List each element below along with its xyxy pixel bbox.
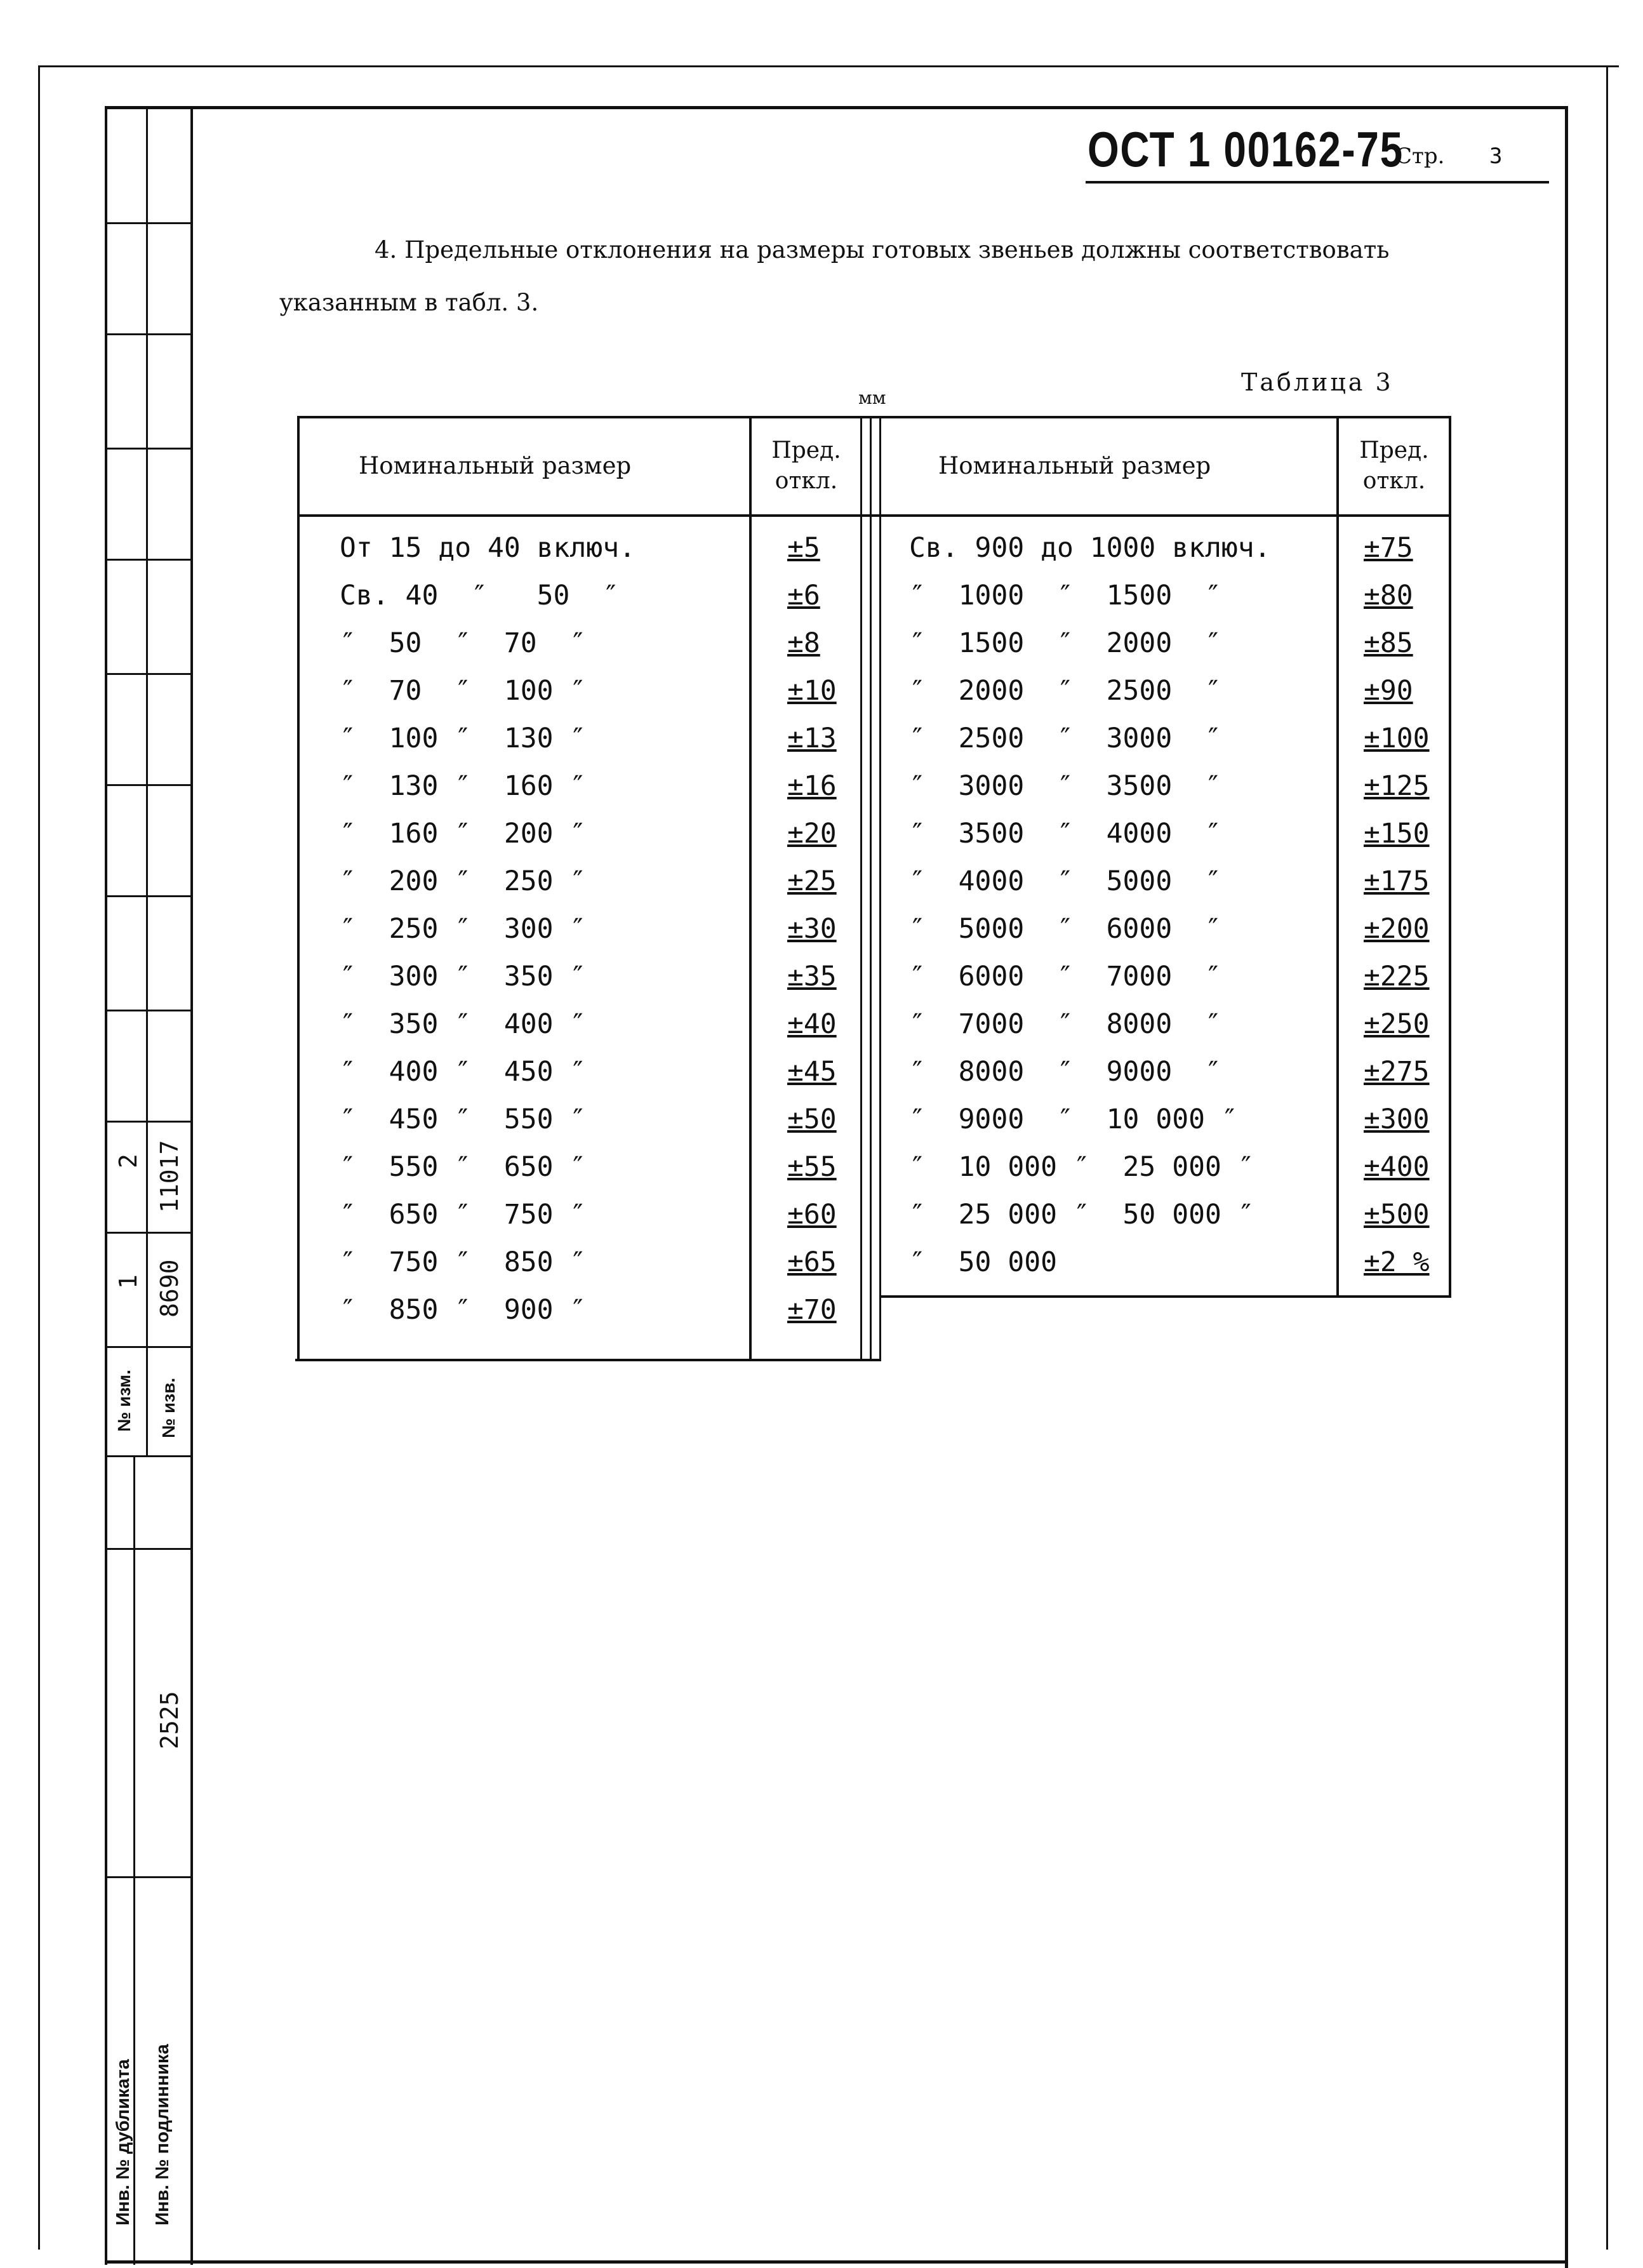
stamp-line — [105, 1121, 190, 1123]
right-deviation: ±90 — [1364, 675, 1413, 707]
right-size: ″ 2500 ″ 3000 ″ — [909, 723, 1221, 754]
right-header-dev — [1340, 436, 1449, 497]
right-deviation: ±250 — [1364, 1008, 1430, 1040]
left-table-col-sep — [749, 416, 752, 1361]
inner-frame-bottom — [105, 2260, 1568, 2264]
right-size: ″ 4000 ″ 5000 ″ — [909, 865, 1221, 897]
stamp-inv-dubl-label: Инв. № дубликата — [113, 2059, 133, 2225]
stamp-izv-label: № изв. — [159, 1377, 178, 1438]
right-size: ″ 8000 ″ 9000 ″ — [909, 1056, 1221, 1088]
left-deviation: ±20 — [787, 818, 837, 850]
stamp-line — [105, 895, 190, 897]
left-header-dev-line1: Пред. — [771, 437, 841, 464]
left-table-top — [298, 416, 879, 418]
stamp-inv-podl-label: Инв. № подлинника — [152, 2044, 173, 2225]
outer-frame-left — [38, 65, 40, 2250]
left-deviation: ±50 — [787, 1104, 837, 1135]
stamp-line — [105, 1232, 190, 1234]
paragraph-line-1: 4. Предельные отклонения на размеры готовых звеньев должны соответствовать — [375, 236, 1390, 263]
right-deviation: ±225 — [1364, 961, 1430, 992]
left-size: ″ 160 ″ 200 ″ — [340, 818, 587, 850]
stamp-inv-podl-value: 2525 — [156, 1691, 183, 1749]
left-size: ″ 300 ″ 350 ″ — [340, 961, 587, 992]
left-size: ″ 650 ″ 750 ″ — [340, 1199, 587, 1231]
left-size: От 15 до 40 включ. — [340, 532, 635, 564]
stamp-line — [190, 106, 193, 2265]
right-size: ″ 5000 ″ 6000 ″ — [909, 913, 1221, 945]
stamp-line — [146, 106, 148, 1455]
right-table-header-sep — [879, 514, 1451, 517]
inner-frame-left — [105, 106, 107, 2265]
right-deviation: ±175 — [1364, 865, 1430, 897]
right-size: ″ 25 000 ″ 50 000 ″ — [909, 1199, 1254, 1231]
right-size: ″ 3500 ″ 4000 ″ — [909, 818, 1221, 850]
stamp-izm-2: 2 — [114, 1154, 142, 1168]
left-deviation: ±60 — [787, 1199, 837, 1231]
outer-frame-top — [38, 65, 1619, 67]
right-deviation: ±400 — [1364, 1151, 1430, 1183]
left-size: ″ 400 ″ 450 ″ — [340, 1056, 587, 1088]
left-deviation: ±40 — [787, 1008, 837, 1040]
stamp-line — [105, 1548, 190, 1550]
stamp-line — [105, 1876, 190, 1878]
left-size: ″ 200 ″ 250 ″ — [340, 865, 587, 897]
right-table-right — [1449, 416, 1451, 1298]
right-deviation: ±125 — [1364, 770, 1430, 802]
left-deviation: ±55 — [787, 1151, 837, 1183]
left-table-right — [860, 416, 862, 1361]
stamp-izv-2: 11017 — [156, 1140, 183, 1213]
left-deviation: ±25 — [787, 865, 837, 897]
table-caption: Таблица 3 — [1241, 368, 1394, 396]
left-size: ″ 750 ″ 850 ″ — [340, 1246, 587, 1278]
left-size: ″ 70 ″ 100 ″ — [340, 675, 587, 707]
stamp-line — [105, 673, 190, 675]
stamp-line — [105, 1455, 190, 1457]
right-deviation: ±200 — [1364, 913, 1430, 945]
right-size: ″ 1500 ″ 2000 ″ — [909, 627, 1221, 659]
stamp-izm-label: № изм. — [114, 1370, 134, 1432]
inner-frame-right — [1565, 106, 1568, 2268]
right-deviation: ±100 — [1364, 723, 1430, 754]
right-size: ″ 6000 ″ 7000 ″ — [909, 961, 1221, 992]
right-deviation: ±85 — [1364, 627, 1413, 659]
left-deviation: ±16 — [787, 770, 837, 802]
left-deviation: ±65 — [787, 1246, 837, 1278]
right-deviation: ±2 % — [1364, 1246, 1430, 1278]
page-label: Стр. — [1395, 143, 1445, 169]
stamp-line — [105, 559, 190, 561]
page-number: 3 — [1489, 143, 1503, 169]
left-size: ″ 550 ″ 650 ″ — [340, 1151, 587, 1183]
right-table-col-sep — [1336, 416, 1339, 1298]
left-size: ″ 130 ″ 160 ″ — [340, 770, 587, 802]
right-size: ″ 10 000 ″ 25 000 ″ — [909, 1151, 1254, 1183]
left-size: ″ 250 ″ 300 ″ — [340, 913, 587, 945]
left-table-bottom — [295, 1359, 879, 1361]
right-header-dev-line2: откл. — [1362, 468, 1426, 494]
left-size: ″ 50 ″ 70 ″ — [340, 627, 587, 659]
right-deviation: ±80 — [1364, 580, 1413, 611]
right-table-bottom — [879, 1295, 1451, 1298]
left-deviation: ±35 — [787, 961, 837, 992]
left-header-dev — [753, 436, 860, 497]
right-deviation: ±300 — [1364, 1104, 1430, 1135]
stamp-line — [105, 784, 190, 786]
left-table-left — [297, 416, 300, 1361]
inner-frame-top — [105, 106, 1568, 109]
left-size: ″ 850 ″ 900 ″ — [340, 1294, 587, 1326]
right-deviation: ±75 — [1364, 532, 1413, 564]
left-table-right-double — [870, 416, 872, 1361]
stamp-line — [105, 1010, 190, 1011]
right-header-dev-line1: Пред. — [1359, 437, 1429, 464]
left-header-dev-line2: откл. — [775, 468, 838, 494]
document-code: ОСТ 1 00162-75 — [1088, 121, 1404, 177]
right-table-left — [879, 416, 881, 1361]
left-deviation: ±8 — [787, 627, 820, 659]
left-deviation: ±30 — [787, 913, 837, 945]
right-size: ″ 50 000 — [909, 1246, 1057, 1278]
left-deviation: ±5 — [787, 532, 820, 564]
stamp-line — [105, 333, 190, 335]
right-header-nominal: Номинальный размер — [938, 452, 1211, 479]
left-size: ″ 350 ″ 400 ″ — [340, 1008, 587, 1040]
left-size: ″ 100 ″ 130 ″ — [340, 723, 587, 754]
outer-frame-right — [1606, 65, 1608, 2250]
right-size: Св. 900 до 1000 включ. — [909, 532, 1271, 564]
stamp-izv-1: 8690 — [156, 1259, 183, 1317]
paragraph-line-2: указанным в табл. 3. — [279, 289, 539, 316]
stamp-line — [105, 222, 190, 224]
stamp-line — [105, 448, 190, 450]
right-size: ″ 9000 ″ 10 000 ″ — [909, 1104, 1238, 1135]
left-deviation: ±13 — [787, 723, 837, 754]
right-size: ″ 7000 ″ 8000 ″ — [909, 1008, 1221, 1040]
right-table-top — [879, 416, 1451, 418]
left-deviation: ±45 — [787, 1056, 837, 1088]
left-deviation: ±10 — [787, 675, 837, 707]
left-header-nominal: Номинальный размер — [359, 452, 632, 479]
left-deviation: ±70 — [787, 1294, 837, 1326]
right-size: ″ 3000 ″ 3500 ″ — [909, 770, 1221, 802]
stamp-line — [105, 1346, 190, 1348]
right-deviation: ±150 — [1364, 818, 1430, 850]
right-size: ″ 2000 ″ 2500 ″ — [909, 675, 1221, 707]
left-size: ″ 450 ″ 550 ″ — [340, 1104, 587, 1135]
stamp-izm-1: 1 — [114, 1274, 142, 1289]
right-size: ″ 1000 ″ 1500 ″ — [909, 580, 1221, 611]
left-table-header-sep — [298, 514, 879, 517]
left-deviation: ±6 — [787, 580, 820, 611]
right-deviation: ±500 — [1364, 1199, 1430, 1231]
table-unit: мм — [858, 387, 886, 408]
left-size: Св. 40 ″ 50 ″ — [340, 580, 620, 611]
header-underline — [1086, 181, 1549, 183]
right-deviation: ±275 — [1364, 1056, 1430, 1088]
